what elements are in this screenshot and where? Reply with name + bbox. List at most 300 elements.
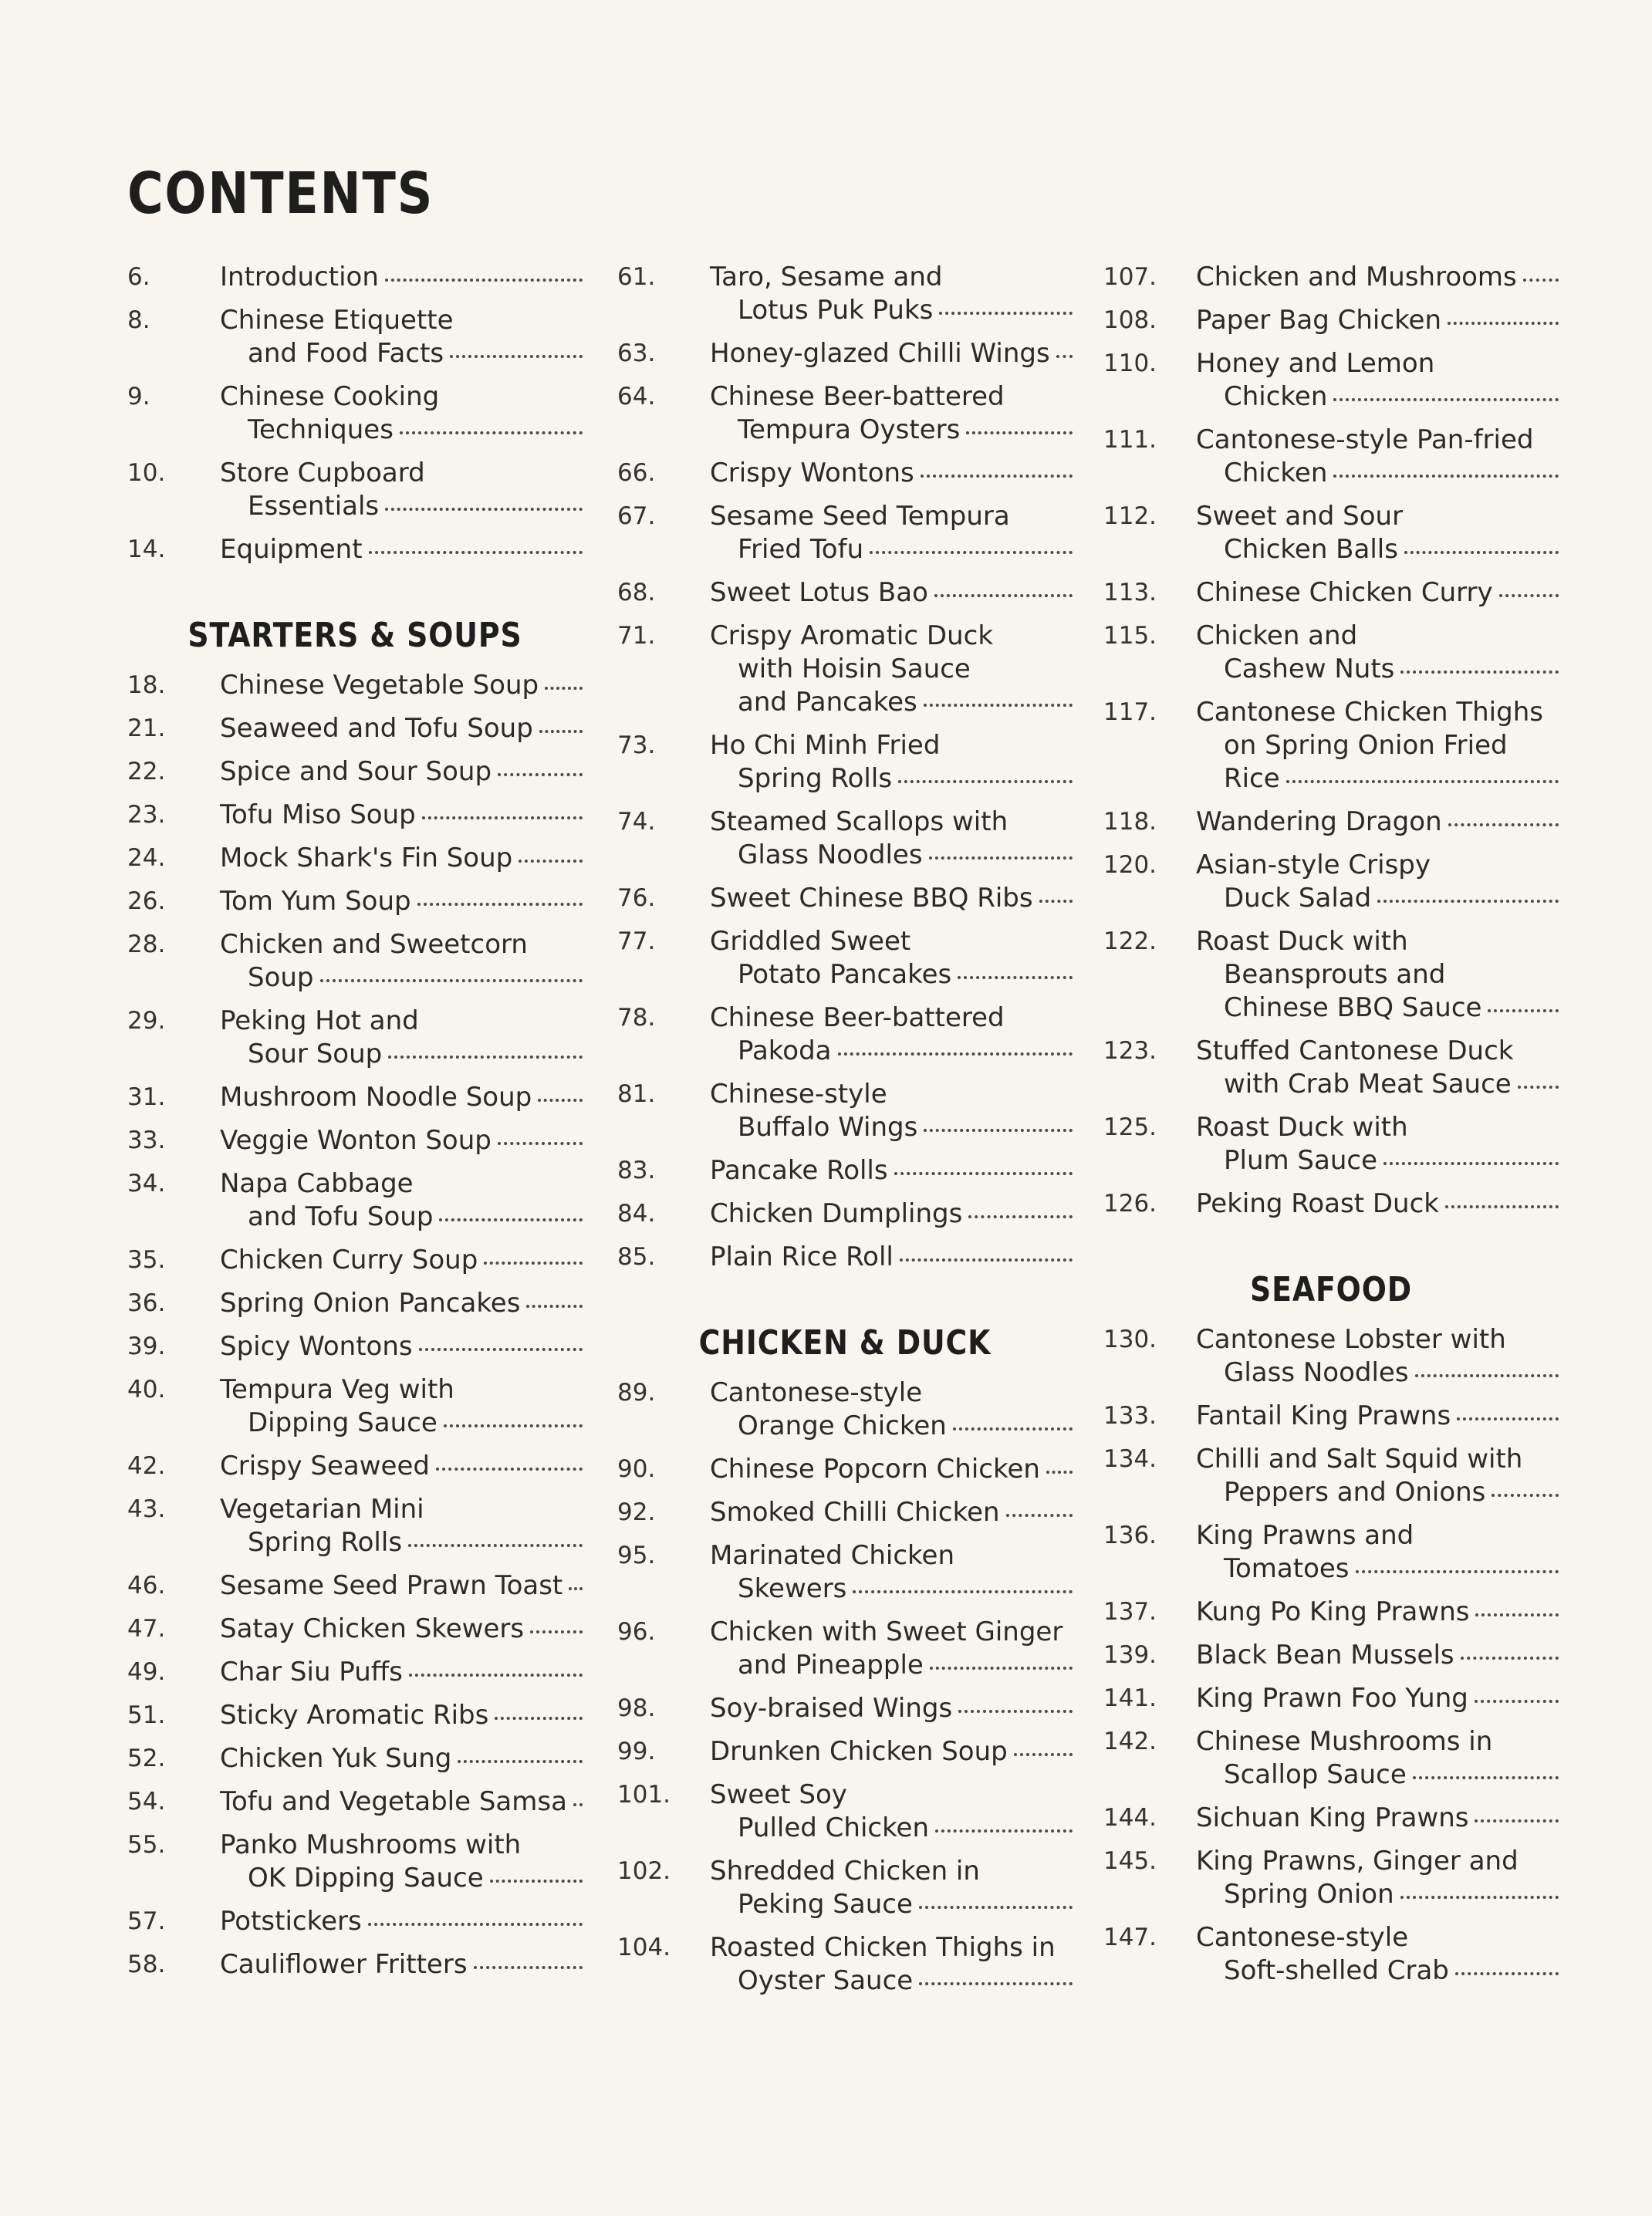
toc-title-line bbox=[1196, 1639, 1559, 1672]
toc-entry bbox=[1103, 1845, 1559, 1911]
toc-entry bbox=[617, 1616, 1073, 1682]
toc-page-number: 63. bbox=[617, 339, 656, 367]
toc-title-text: Plain Rice Roll bbox=[710, 1241, 894, 1272]
toc-entry-title bbox=[710, 882, 1073, 915]
toc-title-text: Orange Chicken bbox=[738, 1410, 947, 1441]
toc-title-line bbox=[220, 304, 583, 337]
toc-title-line bbox=[220, 1201, 583, 1234]
toc-entry bbox=[1103, 1400, 1559, 1433]
toc-title-text: with Crab Meat Sauce bbox=[1224, 1069, 1512, 1100]
toc-title-line bbox=[220, 1699, 583, 1732]
toc-page-number: 115. bbox=[1103, 622, 1157, 650]
toc-page-number: 122. bbox=[1103, 927, 1157, 955]
toc-title-line bbox=[710, 1377, 1073, 1410]
toc-entry bbox=[127, 1124, 583, 1157]
dot-leader bbox=[450, 355, 583, 358]
toc-entry bbox=[617, 1735, 1073, 1768]
toc-entry bbox=[1103, 347, 1559, 414]
toc-page-number: 145. bbox=[1103, 1847, 1157, 1875]
contents-column-1 bbox=[127, 261, 583, 1991]
toc-page-number: 117. bbox=[1103, 698, 1157, 726]
toc-title-text: Cashew Nuts bbox=[1224, 654, 1395, 684]
dot-leader bbox=[1356, 1570, 1559, 1573]
toc-title-text: with Hoisin Sauce bbox=[738, 654, 971, 684]
toc-page-number: 28. bbox=[127, 931, 166, 958]
toc-title-text: Chicken bbox=[1224, 458, 1328, 488]
toc-title-text: Soft-shelled Crab bbox=[1224, 1955, 1449, 1986]
toc-page-number: 137. bbox=[1103, 1598, 1157, 1626]
toc-entry-title bbox=[710, 576, 1073, 610]
toc-title-text: Beansprouts and bbox=[1224, 959, 1446, 990]
toc-entry bbox=[617, 1779, 1073, 1845]
toc-title-text: Paper Bag Chicken bbox=[1196, 305, 1442, 336]
toc-title-line bbox=[220, 1656, 583, 1689]
toc-title-text: Roast Duck with bbox=[1196, 926, 1408, 957]
toc-entry bbox=[617, 1241, 1073, 1274]
toc-title-text: Roast Duck with bbox=[1196, 1112, 1408, 1143]
toc-title-line bbox=[710, 294, 1073, 327]
toc-entry bbox=[617, 1855, 1073, 1921]
toc-title-line bbox=[220, 1038, 583, 1071]
toc-entry bbox=[127, 1656, 583, 1689]
toc-entry bbox=[1103, 576, 1559, 610]
toc-title-line bbox=[220, 1167, 583, 1201]
toc-entry bbox=[1103, 1921, 1559, 1988]
toc-title-text: Crispy Wontons bbox=[710, 458, 914, 488]
toc-page-number: 73. bbox=[617, 731, 656, 759]
toc-entry bbox=[127, 261, 583, 294]
toc-page-number: 21. bbox=[127, 714, 166, 742]
toc-title-line bbox=[710, 261, 1073, 294]
dot-leader bbox=[1448, 823, 1559, 826]
toc-entry bbox=[127, 1005, 583, 1071]
toc-entry bbox=[127, 304, 583, 370]
toc-title-text: Panko Mushrooms with bbox=[220, 1829, 522, 1860]
toc-entry bbox=[1103, 696, 1559, 796]
toc-entry bbox=[127, 1450, 583, 1483]
toc-title-text: Cantonese Lobster with bbox=[1196, 1324, 1506, 1355]
toc-page-number: 31. bbox=[127, 1083, 166, 1111]
toc-entry-title bbox=[710, 500, 1073, 566]
toc-entry-title bbox=[220, 533, 583, 566]
dot-leader bbox=[930, 1667, 1073, 1670]
toc-entry bbox=[127, 1167, 583, 1234]
toc-title-line bbox=[710, 1812, 1073, 1845]
toc-entry-title bbox=[220, 928, 583, 995]
dot-leader bbox=[1006, 1514, 1073, 1517]
toc-entry-title bbox=[220, 1742, 583, 1775]
dot-leader bbox=[1457, 1417, 1559, 1420]
toc-title-text: Marinated Chicken bbox=[710, 1540, 954, 1571]
toc-entry-title bbox=[1196, 1682, 1559, 1715]
toc-page-number: 58. bbox=[127, 1951, 166, 1978]
toc-page-number: 33. bbox=[127, 1127, 166, 1154]
toc-entry bbox=[1103, 1187, 1559, 1221]
dot-leader bbox=[921, 475, 1073, 478]
toc-entry bbox=[127, 712, 583, 745]
toc-title-text: Peppers and Onions bbox=[1224, 1477, 1486, 1508]
toc-title-line bbox=[1196, 729, 1559, 762]
toc-entry-title bbox=[220, 1948, 583, 1981]
toc-entry bbox=[1103, 1323, 1559, 1390]
toc-page-number: 125. bbox=[1103, 1113, 1157, 1141]
toc-title-text: Lotus Puk Puks bbox=[738, 295, 934, 326]
toc-title-text: Cantonese Chicken Thighs bbox=[1196, 697, 1543, 728]
toc-page-number: 81. bbox=[617, 1080, 656, 1108]
toc-page-number: 136. bbox=[1103, 1522, 1157, 1549]
toc-title-line bbox=[220, 457, 583, 490]
toc-page-number: 22. bbox=[127, 758, 166, 785]
toc-entry bbox=[127, 1785, 583, 1819]
toc-page-number: 6. bbox=[127, 263, 150, 291]
toc-entry bbox=[617, 1496, 1073, 1529]
toc-page-number: 61. bbox=[617, 263, 656, 291]
toc-title-text: Chicken Curry Soup bbox=[220, 1245, 478, 1275]
toc-title-line bbox=[710, 337, 1073, 370]
contents-column-3 bbox=[1103, 261, 1559, 1998]
toc-entry-title bbox=[1196, 304, 1559, 337]
toc-entry bbox=[1103, 1802, 1559, 1835]
toc-title-text: and Pancakes bbox=[738, 687, 917, 718]
toc-title-line bbox=[220, 261, 583, 294]
toc-entry-title bbox=[220, 457, 583, 523]
toc-entry bbox=[1103, 304, 1559, 337]
toc-page-number: 134. bbox=[1103, 1445, 1157, 1473]
toc-title-text: Asian-style Crispy bbox=[1196, 850, 1431, 880]
toc-entry-title bbox=[1196, 806, 1559, 839]
toc-entry bbox=[1103, 261, 1559, 294]
toc-page-number: 126. bbox=[1103, 1190, 1157, 1218]
toc-entry-title bbox=[220, 1569, 583, 1603]
toc-entry-title bbox=[710, 1002, 1073, 1068]
toc-title-text: Spring Onion bbox=[1224, 1879, 1394, 1910]
toc-title-line bbox=[710, 1198, 1073, 1231]
toc-page-number: 98. bbox=[617, 1694, 656, 1722]
toc-entry bbox=[1103, 925, 1559, 1025]
dot-leader bbox=[838, 1052, 1073, 1056]
toc-title-text: Drunken Chicken Soup bbox=[710, 1736, 1008, 1767]
dot-leader bbox=[484, 1262, 583, 1265]
toc-title-line bbox=[1196, 1845, 1559, 1878]
toc-entry bbox=[1103, 620, 1559, 686]
toc-title-text: Taro, Sesame and bbox=[710, 262, 943, 292]
toc-title-text: Tom Yum Soup bbox=[220, 886, 411, 917]
toc-page-number: 18. bbox=[127, 671, 166, 699]
toc-title-line bbox=[1196, 457, 1559, 490]
toc-title-text: and Tofu Soup bbox=[248, 1201, 434, 1232]
toc-title-text: Sweet Soy bbox=[710, 1779, 847, 1810]
dot-leader bbox=[1046, 1471, 1073, 1474]
section-heading-chicken-and-duck: CHICKEN & DUCK bbox=[698, 1323, 992, 1363]
toc-title-line bbox=[710, 1964, 1073, 1998]
toc-title-text: Spicy Wontons bbox=[220, 1331, 413, 1362]
dot-leader bbox=[1455, 1972, 1559, 1975]
toc-entry bbox=[127, 1287, 583, 1320]
toc-entry-title bbox=[1196, 1845, 1559, 1911]
dot-leader bbox=[495, 1717, 583, 1720]
toc-entry-title bbox=[710, 620, 1073, 719]
toc-title-line bbox=[1196, 1323, 1559, 1356]
dot-leader bbox=[439, 1218, 583, 1221]
toc-title-text: Peking Sauce bbox=[738, 1889, 913, 1920]
toc-entry bbox=[127, 885, 583, 918]
toc-title-text: Potato Pancakes bbox=[738, 959, 952, 990]
toc-title-line bbox=[220, 1287, 583, 1320]
toc-entry-title bbox=[710, 806, 1073, 872]
toc-title-text: Equipment bbox=[220, 534, 363, 565]
toc-title-text: Seaweed and Tofu Soup bbox=[220, 713, 533, 744]
dot-leader bbox=[919, 1982, 1073, 1985]
toc-title-line bbox=[710, 1496, 1073, 1529]
toc-title-line bbox=[220, 1450, 583, 1483]
toc-title-text: Chicken and Sweetcorn bbox=[220, 929, 528, 960]
toc-entry-title bbox=[710, 1779, 1073, 1845]
toc-title-line bbox=[220, 1373, 583, 1407]
toc-page-number: 8. bbox=[127, 306, 150, 334]
toc-title-line bbox=[1196, 653, 1559, 686]
toc-page-number: 92. bbox=[617, 1498, 656, 1526]
dot-leader bbox=[1492, 1494, 1559, 1497]
dot-leader bbox=[1475, 1613, 1559, 1616]
toc-title-text: Chicken and Mushrooms bbox=[1196, 262, 1517, 292]
toc-title-line bbox=[710, 1888, 1073, 1921]
toc-title-text: Chinese Chicken Curry bbox=[1196, 577, 1493, 608]
toc-entry-title bbox=[220, 799, 583, 832]
toc-entry-title bbox=[710, 1692, 1073, 1725]
dot-leader bbox=[935, 1829, 1073, 1833]
dot-leader bbox=[1461, 1657, 1559, 1660]
toc-page-number: 99. bbox=[617, 1738, 656, 1765]
toc-entry bbox=[127, 1829, 583, 1895]
dot-leader bbox=[1404, 551, 1559, 554]
toc-title-line bbox=[1196, 261, 1559, 294]
toc-title-text: Techniques bbox=[248, 414, 394, 445]
toc-title-line bbox=[1196, 762, 1559, 796]
toc-title-line bbox=[220, 1948, 583, 1981]
toc-title-text: on Spring Onion Fried bbox=[1224, 730, 1508, 761]
toc-title-line bbox=[220, 1244, 583, 1277]
dot-leader bbox=[1383, 1162, 1559, 1165]
dot-leader bbox=[388, 1056, 583, 1059]
toc-title-line bbox=[220, 1124, 583, 1157]
toc-title-text: Soy-braised Wings bbox=[710, 1693, 953, 1724]
toc-entry bbox=[127, 533, 583, 566]
toc-entry-title bbox=[1196, 1443, 1559, 1509]
toc-entry bbox=[127, 457, 583, 523]
toc-title-line bbox=[710, 1692, 1073, 1725]
toc-entry-title bbox=[710, 1496, 1073, 1529]
toc-title-text: Chinese Mushrooms in bbox=[1196, 1726, 1493, 1757]
toc-page-number: 26. bbox=[127, 887, 166, 915]
toc-entry-title bbox=[1196, 620, 1559, 686]
toc-entry bbox=[1103, 500, 1559, 566]
dot-leader bbox=[1475, 1819, 1559, 1822]
toc-entry bbox=[617, 457, 1073, 490]
toc-entry bbox=[617, 1002, 1073, 1068]
toc-title-text: Spring Rolls bbox=[248, 1527, 403, 1558]
toc-title-line bbox=[1196, 1954, 1559, 1988]
toc-title-text: Honey-glazed Chilli Wings bbox=[710, 338, 1050, 369]
toc-title-text: Store Cupboard bbox=[220, 458, 425, 488]
dot-leader bbox=[320, 979, 583, 982]
toc-title-line bbox=[710, 925, 1073, 958]
toc-title-line bbox=[220, 1526, 583, 1559]
toc-title-text: Veggie Wonton Soup bbox=[220, 1125, 492, 1156]
toc-title-line bbox=[1196, 1400, 1559, 1433]
toc-entry bbox=[617, 500, 1073, 566]
toc-page-number: 78. bbox=[617, 1004, 656, 1032]
toc-title-text: Ho Chi Minh Fried bbox=[710, 730, 941, 761]
toc-entry-title bbox=[710, 1855, 1073, 1921]
toc-title-text: Satay Chicken Skewers bbox=[220, 1613, 525, 1644]
toc-page-number: 123. bbox=[1103, 1037, 1157, 1065]
toc-title-line bbox=[710, 882, 1073, 915]
toc-title-line bbox=[220, 414, 583, 447]
toc-title-text: Chinese Cooking bbox=[220, 381, 440, 412]
toc-title-text: Essentials bbox=[248, 491, 380, 522]
toc-entry bbox=[127, 799, 583, 832]
toc-title-text: Chinese Popcorn Chicken bbox=[710, 1454, 1040, 1485]
dot-leader bbox=[1488, 1009, 1559, 1012]
toc-entry-title bbox=[220, 1905, 583, 1938]
section-heading-seafood: SEAFOOD bbox=[1249, 1270, 1413, 1309]
toc-title-text: Black Bean Mussels bbox=[1196, 1640, 1454, 1670]
toc-entry-title bbox=[710, 1078, 1073, 1144]
toc-page-number: 52. bbox=[127, 1745, 166, 1772]
toc-page-number: 101. bbox=[617, 1781, 671, 1809]
toc-title-text: Tofu Miso Soup bbox=[220, 799, 416, 830]
toc-entry-title bbox=[220, 669, 583, 702]
dot-leader bbox=[474, 1966, 583, 1969]
toc-title-text: Sesame Seed Tempura bbox=[710, 501, 1010, 532]
toc-title-text: Dipping Sauce bbox=[248, 1407, 437, 1438]
toc-title-text: Sichuan King Prawns bbox=[1196, 1802, 1469, 1833]
toc-page-number: 141. bbox=[1103, 1684, 1157, 1712]
toc-title-line bbox=[1196, 620, 1559, 653]
toc-page-number: 107. bbox=[1103, 263, 1157, 291]
toc-title-line bbox=[1196, 1878, 1559, 1911]
toc-title-line bbox=[1196, 1921, 1559, 1954]
toc-title-line bbox=[1196, 882, 1559, 915]
toc-title-line bbox=[710, 806, 1073, 839]
toc-entry-title bbox=[220, 1493, 583, 1559]
toc-title-text: OK Dipping Sauce bbox=[248, 1863, 484, 1893]
toc-title-text: Chinese-style bbox=[710, 1079, 887, 1110]
toc-title-text: Cantonese-style bbox=[710, 1377, 923, 1408]
toc-title-text: and Food Facts bbox=[248, 338, 444, 369]
dot-leader bbox=[539, 730, 583, 733]
dot-leader bbox=[519, 860, 583, 863]
toc-title-line bbox=[710, 500, 1073, 533]
toc-page-number: 102. bbox=[617, 1857, 671, 1885]
toc-title-text: Fantail King Prawns bbox=[1196, 1400, 1451, 1431]
toc-entry bbox=[127, 1905, 583, 1938]
toc-title-line bbox=[220, 1862, 583, 1895]
toc-title-text: Spring Onion Pancakes bbox=[220, 1288, 521, 1319]
toc-entry bbox=[617, 1154, 1073, 1187]
toc-page-number: 108. bbox=[1103, 306, 1157, 334]
toc-title-line bbox=[710, 729, 1073, 762]
toc-entry-title bbox=[220, 1167, 583, 1234]
toc-title-text: and Pineapple bbox=[738, 1650, 924, 1681]
toc-title-text: Sticky Aromatic Ribs bbox=[220, 1700, 489, 1731]
toc-title-text: Sweet Chinese BBQ Ribs bbox=[710, 883, 1033, 914]
dot-leader bbox=[1400, 1896, 1559, 1899]
dot-leader bbox=[1400, 671, 1559, 674]
toc-title-line bbox=[220, 712, 583, 745]
toc-page-number: 68. bbox=[617, 579, 656, 606]
toc-entry-title bbox=[220, 1005, 583, 1071]
toc-title-text: Tempura Oysters bbox=[738, 414, 961, 445]
toc-page-number: 104. bbox=[617, 1934, 671, 1961]
dot-leader bbox=[934, 594, 1073, 597]
toc-title-text: Peking Roast Duck bbox=[1196, 1188, 1439, 1219]
dot-leader bbox=[1523, 279, 1559, 282]
toc-page-number: 55. bbox=[127, 1831, 166, 1859]
toc-title-line bbox=[710, 958, 1073, 991]
dot-leader bbox=[894, 1172, 1073, 1175]
toc-title-text: Wandering Dragon bbox=[1196, 806, 1442, 837]
toc-entry-title bbox=[1196, 1111, 1559, 1177]
toc-title-text: Buffalo Wings bbox=[738, 1112, 918, 1143]
toc-title-line bbox=[220, 1005, 583, 1038]
toc-page-number: 64. bbox=[617, 383, 656, 410]
toc-page-number: 39. bbox=[127, 1333, 166, 1360]
toc-entry-title bbox=[220, 1829, 583, 1895]
toc-title-text: Honey and Lemon bbox=[1196, 348, 1435, 379]
toc-title-text: Mock Shark's Fin Soup bbox=[220, 843, 513, 873]
toc-title-line bbox=[1196, 1552, 1559, 1586]
toc-title-text: Skewers bbox=[738, 1573, 847, 1604]
toc-page-number: 90. bbox=[617, 1455, 656, 1483]
toc-entry-title bbox=[220, 1785, 583, 1819]
dot-leader bbox=[545, 687, 583, 690]
toc-entry bbox=[127, 842, 583, 875]
toc-title-text: King Prawns, Ginger and bbox=[1196, 1846, 1519, 1877]
toc-entry-title bbox=[1196, 1187, 1559, 1221]
dot-leader bbox=[422, 816, 583, 819]
toc-title-text: Griddled Sweet bbox=[710, 926, 911, 957]
toc-title-line bbox=[1196, 1443, 1559, 1476]
dot-leader bbox=[1377, 900, 1559, 903]
toc-entry-title bbox=[710, 1453, 1073, 1486]
toc-entry-title bbox=[220, 1081, 583, 1114]
dot-leader bbox=[958, 976, 1073, 979]
toc-page-number: 113. bbox=[1103, 579, 1157, 606]
dot-leader bbox=[436, 1468, 583, 1471]
dot-leader bbox=[958, 1710, 1073, 1713]
dot-leader bbox=[1499, 594, 1559, 597]
toc-title-text: Peking Hot and bbox=[220, 1005, 419, 1036]
toc-title-text: Chinese Beer-battered bbox=[710, 1002, 1005, 1033]
toc-page-number: 40. bbox=[127, 1376, 166, 1404]
toc-title-text: Kung Po King Prawns bbox=[1196, 1596, 1470, 1627]
toc-title-text: Chicken Dumplings bbox=[710, 1198, 963, 1229]
dot-leader bbox=[530, 1630, 583, 1633]
toc-page-number: 57. bbox=[127, 1907, 166, 1935]
dot-leader bbox=[1056, 355, 1073, 358]
toc-entry bbox=[1103, 1682, 1559, 1715]
toc-title-text: Sesame Seed Prawn Toast bbox=[220, 1570, 563, 1601]
toc-entry-title bbox=[1196, 1400, 1559, 1433]
toc-title-line bbox=[1196, 500, 1559, 533]
toc-title-text: Chicken bbox=[1224, 381, 1328, 412]
toc-title-line bbox=[710, 1616, 1073, 1649]
toc-title-line bbox=[710, 1779, 1073, 1812]
dot-leader bbox=[1333, 398, 1559, 401]
toc-entry-title bbox=[220, 380, 583, 447]
toc-entry bbox=[127, 928, 583, 995]
